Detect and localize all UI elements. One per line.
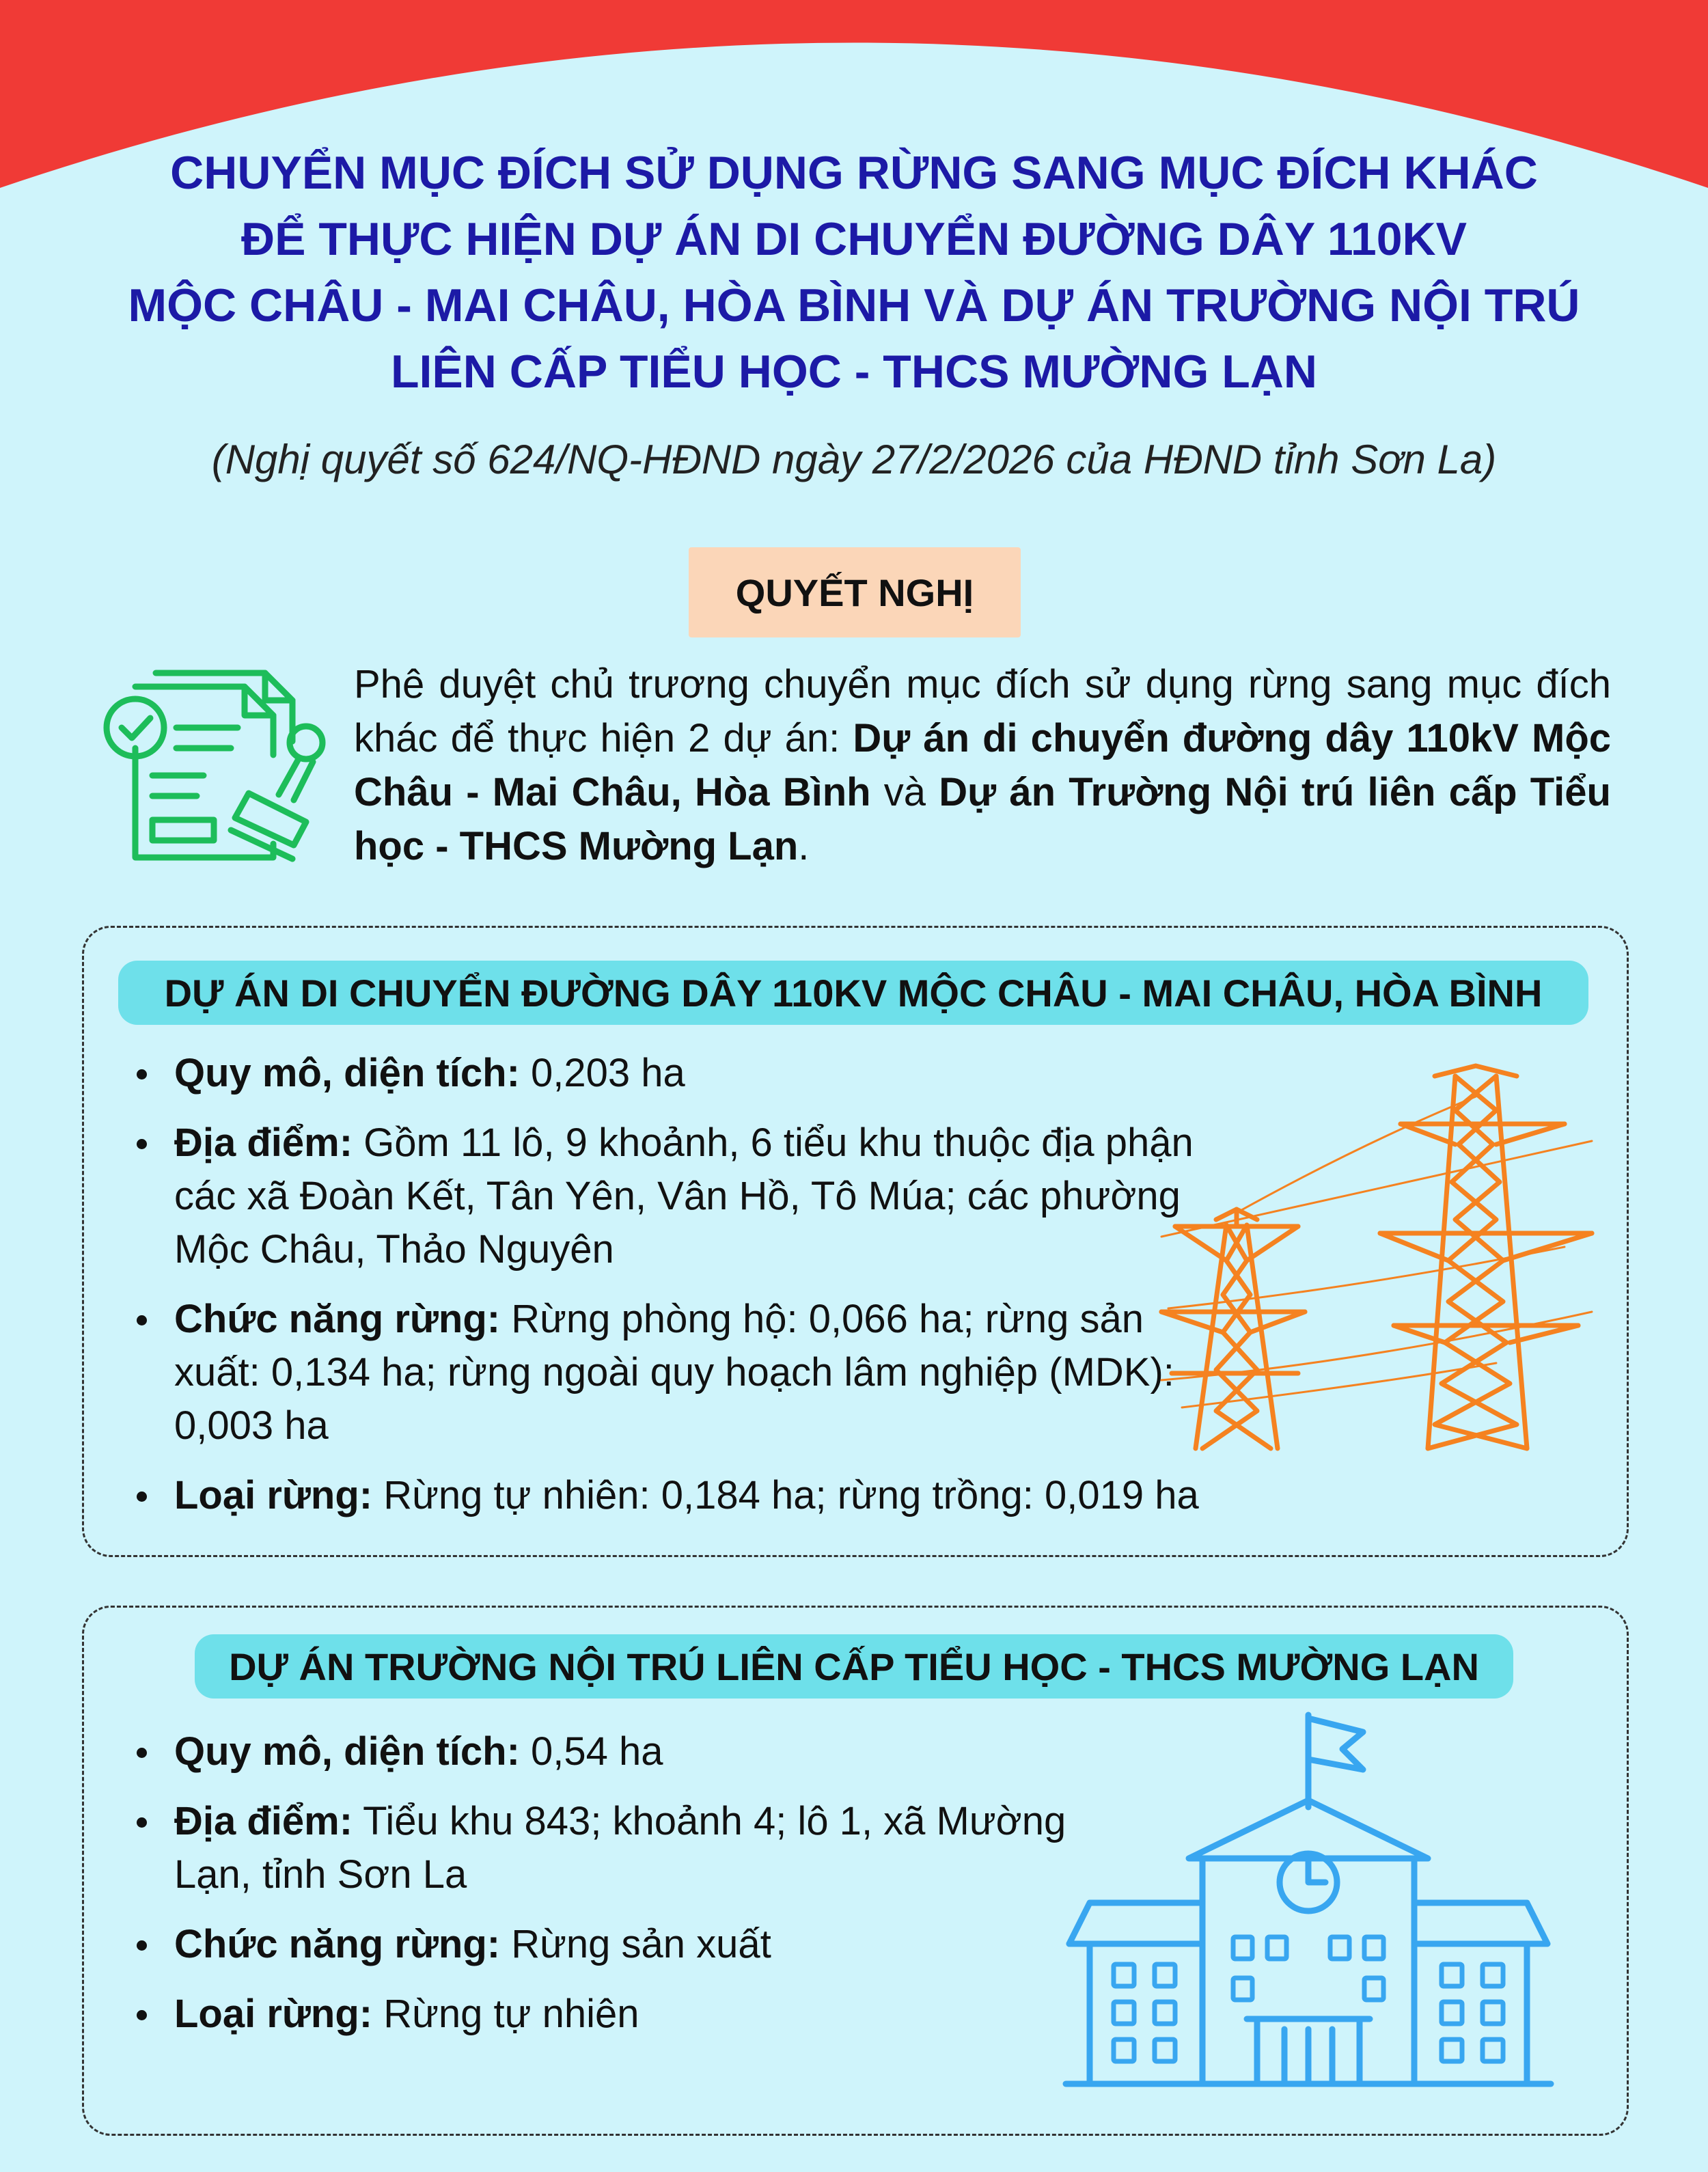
item-value: Rừng tự nhiên: 0,184 ha; rừng trồng: 0,019 ha — [372, 1473, 1199, 1517]
item-value: Rừng tự nhiên — [372, 1992, 639, 2036]
resolution-project-1: Dự án di chuyển đường dây 110kV Mộc Châu - Mai Châu, Hòa Bình — [354, 716, 1611, 814]
title-line-4: LIÊN CẤP TIỂU HỌC - THCS MƯỜNG LẠN — [390, 346, 1318, 398]
title-line-2: ĐỂ THỰC HIỆN DỰ ÁN DI CHUYỂN ĐƯỜNG DÂY 110KV — [240, 213, 1468, 265]
list-item — [130, 1918, 1086, 1971]
resolution-text-part-3: . — [798, 824, 810, 868]
list-item — [130, 1988, 1086, 2041]
item-value: 0,203 ha — [519, 1051, 685, 1095]
resolution-reference: (Nghị quyết số 624/NQ-HĐND ngày 27/2/2026 của HĐND tỉnh Sơn La) — [211, 437, 1497, 482]
resolution-text-part-1: Phê duyệt chủ trương chuyển mục đích sử dụng rừng sang mục đích khác để thực hiện 2 dự án: — [354, 662, 1611, 760]
school-building-icon — [1062, 1708, 1554, 2091]
item-label: Chức năng rừng: — [174, 1297, 501, 1341]
project-1-details — [130, 1047, 1199, 1539]
item-label: Chức năng rừng: — [174, 1922, 501, 1966]
item-label: Quy mô, diện tích: — [174, 1051, 520, 1095]
item-value: 0,54 ha — [519, 1729, 663, 1774]
project-1-heading: DỰ ÁN DI CHUYỂN ĐƯỜNG DÂY 110KV MỘC CHÂU - MAI CHÂU, HÒA BÌNH — [118, 961, 1588, 1025]
title-line-1: CHUYỂN MỤC ĐÍCH SỬ DỤNG RỪNG SANG MỤC ĐÍCH KHÁC — [170, 147, 1538, 199]
item-value: Rừng phòng hộ: 0,066 ha; rừng sản xuất: 0,134 ha; rừng ngoài quy hoạch lâm nghiệp (MDK): 0,003 ha — [174, 1297, 1174, 1448]
resolution-project-2: Dự án Trường Nội trú liên cấp Tiểu học - THCS Mường Lạn — [354, 770, 1611, 868]
page-title — [41, 140, 1667, 405]
list-item — [130, 1116, 1196, 1276]
power-pylon-icon — [1155, 1062, 1606, 1459]
list-item — [130, 1047, 1196, 1100]
item-label: Địa điểm: — [174, 1121, 353, 1165]
list-item — [130, 1469, 1472, 1522]
item-label: Địa điểm: — [174, 1799, 353, 1843]
resolution-text — [354, 657, 1611, 873]
list-item — [130, 1795, 1086, 1901]
item-label: Loại rừng: — [174, 1473, 373, 1517]
resolution-badge: QUYẾT NGHỊ — [689, 547, 1021, 637]
item-value: Gồm 11 lô, 9 khoảnh, 6 tiểu khu thuộc địa phận các xã Đoàn Kết, Tân Yên, Vân Hồ, Tô Múa; các phường Mộc Châu, Thảo Nguyên — [174, 1121, 1194, 1271]
list-item — [130, 1293, 1196, 1453]
item-label: Loại rừng: — [174, 1992, 373, 2036]
title-line-3: MỘC CHÂU - MAI CHÂU, HÒA BÌNH VÀ DỰ ÁN TRƯỜNG NỘI TRÚ — [128, 279, 1580, 331]
item-label: Quy mô, diện tích: — [174, 1729, 520, 1774]
item-value: Rừng sản xuất — [500, 1922, 771, 1966]
resolution-text-part-2: và — [870, 770, 939, 814]
list-item — [130, 1725, 1086, 1778]
project-2-heading: DỰ ÁN TRƯỜNG NỘI TRÚ LIÊN CẤP TIỂU HỌC - THCS MƯỜNG LẠN — [195, 1634, 1513, 1699]
project-2-details — [130, 1725, 1086, 2057]
document-stamp-icon — [94, 659, 340, 871]
item-value: Tiểu khu 843; khoảnh 4; lô 1, xã Mường Lạn, tỉnh Sơn La — [174, 1799, 1066, 1897]
